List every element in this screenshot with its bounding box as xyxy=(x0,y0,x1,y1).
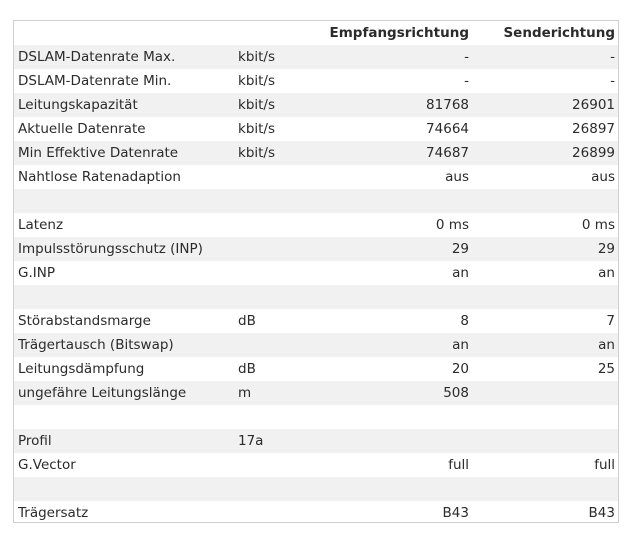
row-label xyxy=(18,405,236,429)
row-downstream-value: full xyxy=(448,457,469,473)
table-row xyxy=(14,117,618,141)
row-upstream-value: - xyxy=(610,73,615,89)
table-header-row xyxy=(14,21,618,45)
row-label xyxy=(18,285,236,309)
row-downstream-value: an xyxy=(452,337,469,353)
row-downstream-value: - xyxy=(464,73,469,89)
row-unit: kbit/s xyxy=(238,49,276,65)
row-unit: dB xyxy=(238,313,256,329)
row-unit: kbit/s xyxy=(238,97,276,113)
row-upstream-value: an xyxy=(598,265,615,281)
table-spacer-row xyxy=(14,477,618,501)
row-downstream-value xyxy=(269,429,469,453)
row-label: ungefähre Leitungslänge xyxy=(18,385,187,401)
table-row xyxy=(14,141,618,165)
row-upstream-value xyxy=(475,429,615,453)
row-downstream-value xyxy=(269,189,469,213)
row-label: Profil xyxy=(18,433,52,449)
table-spacer-row xyxy=(14,405,618,429)
row-label xyxy=(18,477,236,501)
row-upstream-value: 26899 xyxy=(572,145,615,161)
row-unit: dB xyxy=(238,361,256,377)
row-unit: kbit/s xyxy=(238,145,276,161)
row-upstream-value: 26901 xyxy=(572,97,615,113)
table-row xyxy=(14,357,618,381)
row-upstream-value: 0 ms xyxy=(581,217,615,233)
row-label: Leitungskapazität xyxy=(18,97,138,113)
row-downstream-value xyxy=(269,405,469,429)
row-label: G.INP xyxy=(18,265,55,281)
table-row xyxy=(14,501,618,523)
row-label: G.Vector xyxy=(18,457,76,473)
row-unit: kbit/s xyxy=(238,121,276,137)
row-downstream-value xyxy=(269,477,469,501)
row-upstream-value: 26897 xyxy=(572,121,615,137)
table-row xyxy=(14,381,618,405)
row-downstream-value: aus xyxy=(445,169,469,185)
row-upstream-value: aus xyxy=(591,169,615,185)
row-upstream-value xyxy=(475,381,615,405)
row-downstream-value: 74664 xyxy=(426,121,469,137)
table-spacer-row xyxy=(14,189,618,213)
column-header-upstream: Senderichtung xyxy=(503,25,615,41)
table-row xyxy=(14,429,618,453)
row-upstream-value xyxy=(475,285,615,309)
row-label: Min Effektive Datenrate xyxy=(18,145,179,161)
row-unit: kbit/s xyxy=(238,73,276,89)
row-downstream-value: 81768 xyxy=(426,97,469,113)
row-label: Nahtlose Ratenadaption xyxy=(18,169,181,185)
table-row xyxy=(14,213,618,237)
row-label: DSLAM-Datenrate Min. xyxy=(18,73,172,89)
row-downstream-value: 29 xyxy=(451,241,469,257)
column-header-downstream: Empfangsrichtung xyxy=(329,25,469,41)
row-upstream-value: full xyxy=(594,457,615,473)
table-row xyxy=(14,69,618,93)
row-unit: 17a xyxy=(238,433,264,449)
table-row xyxy=(14,309,618,333)
row-downstream-value: 74687 xyxy=(426,145,469,161)
row-upstream-value xyxy=(475,189,615,213)
row-label: Leitungsdämpfung xyxy=(18,361,145,377)
row-label xyxy=(18,189,236,213)
table-row xyxy=(14,93,618,117)
row-downstream-value: - xyxy=(464,49,469,65)
row-upstream-value: 29 xyxy=(597,241,615,257)
table-row xyxy=(14,453,618,477)
row-downstream-value: 508 xyxy=(443,385,469,401)
row-label: DSLAM-Datenrate Max. xyxy=(18,49,176,65)
row-downstream-value: B43 xyxy=(442,505,469,521)
row-unit: m xyxy=(238,385,252,401)
row-upstream-value: an xyxy=(598,337,615,353)
dsl-line-info-table xyxy=(13,20,619,523)
row-upstream-value: 7 xyxy=(606,313,615,329)
row-label: Trägertausch (Bitswap) xyxy=(18,337,174,353)
row-upstream-value: B43 xyxy=(588,505,615,521)
row-downstream-value xyxy=(269,285,469,309)
row-label: Störabstandsmarge xyxy=(18,313,151,329)
row-upstream-value: - xyxy=(610,49,615,65)
row-downstream-value: an xyxy=(452,265,469,281)
row-label: Latenz xyxy=(18,217,64,233)
row-downstream-value: 20 xyxy=(451,361,469,377)
table-row xyxy=(14,333,618,357)
table-row xyxy=(14,261,618,285)
row-upstream-value xyxy=(475,405,615,429)
table-spacer-row xyxy=(14,285,618,309)
row-label: Impulsstörungsschutz (INP) xyxy=(18,241,203,257)
row-upstream-value xyxy=(475,477,615,501)
table-row xyxy=(14,45,618,69)
row-upstream-value: 25 xyxy=(597,361,615,377)
table-row xyxy=(14,165,618,189)
row-downstream-value: 8 xyxy=(460,313,469,329)
row-label: Aktuelle Datenrate xyxy=(18,121,146,137)
row-downstream-value: 0 ms xyxy=(435,217,469,233)
row-label: Trägersatz xyxy=(18,505,89,521)
table-row xyxy=(14,237,618,261)
